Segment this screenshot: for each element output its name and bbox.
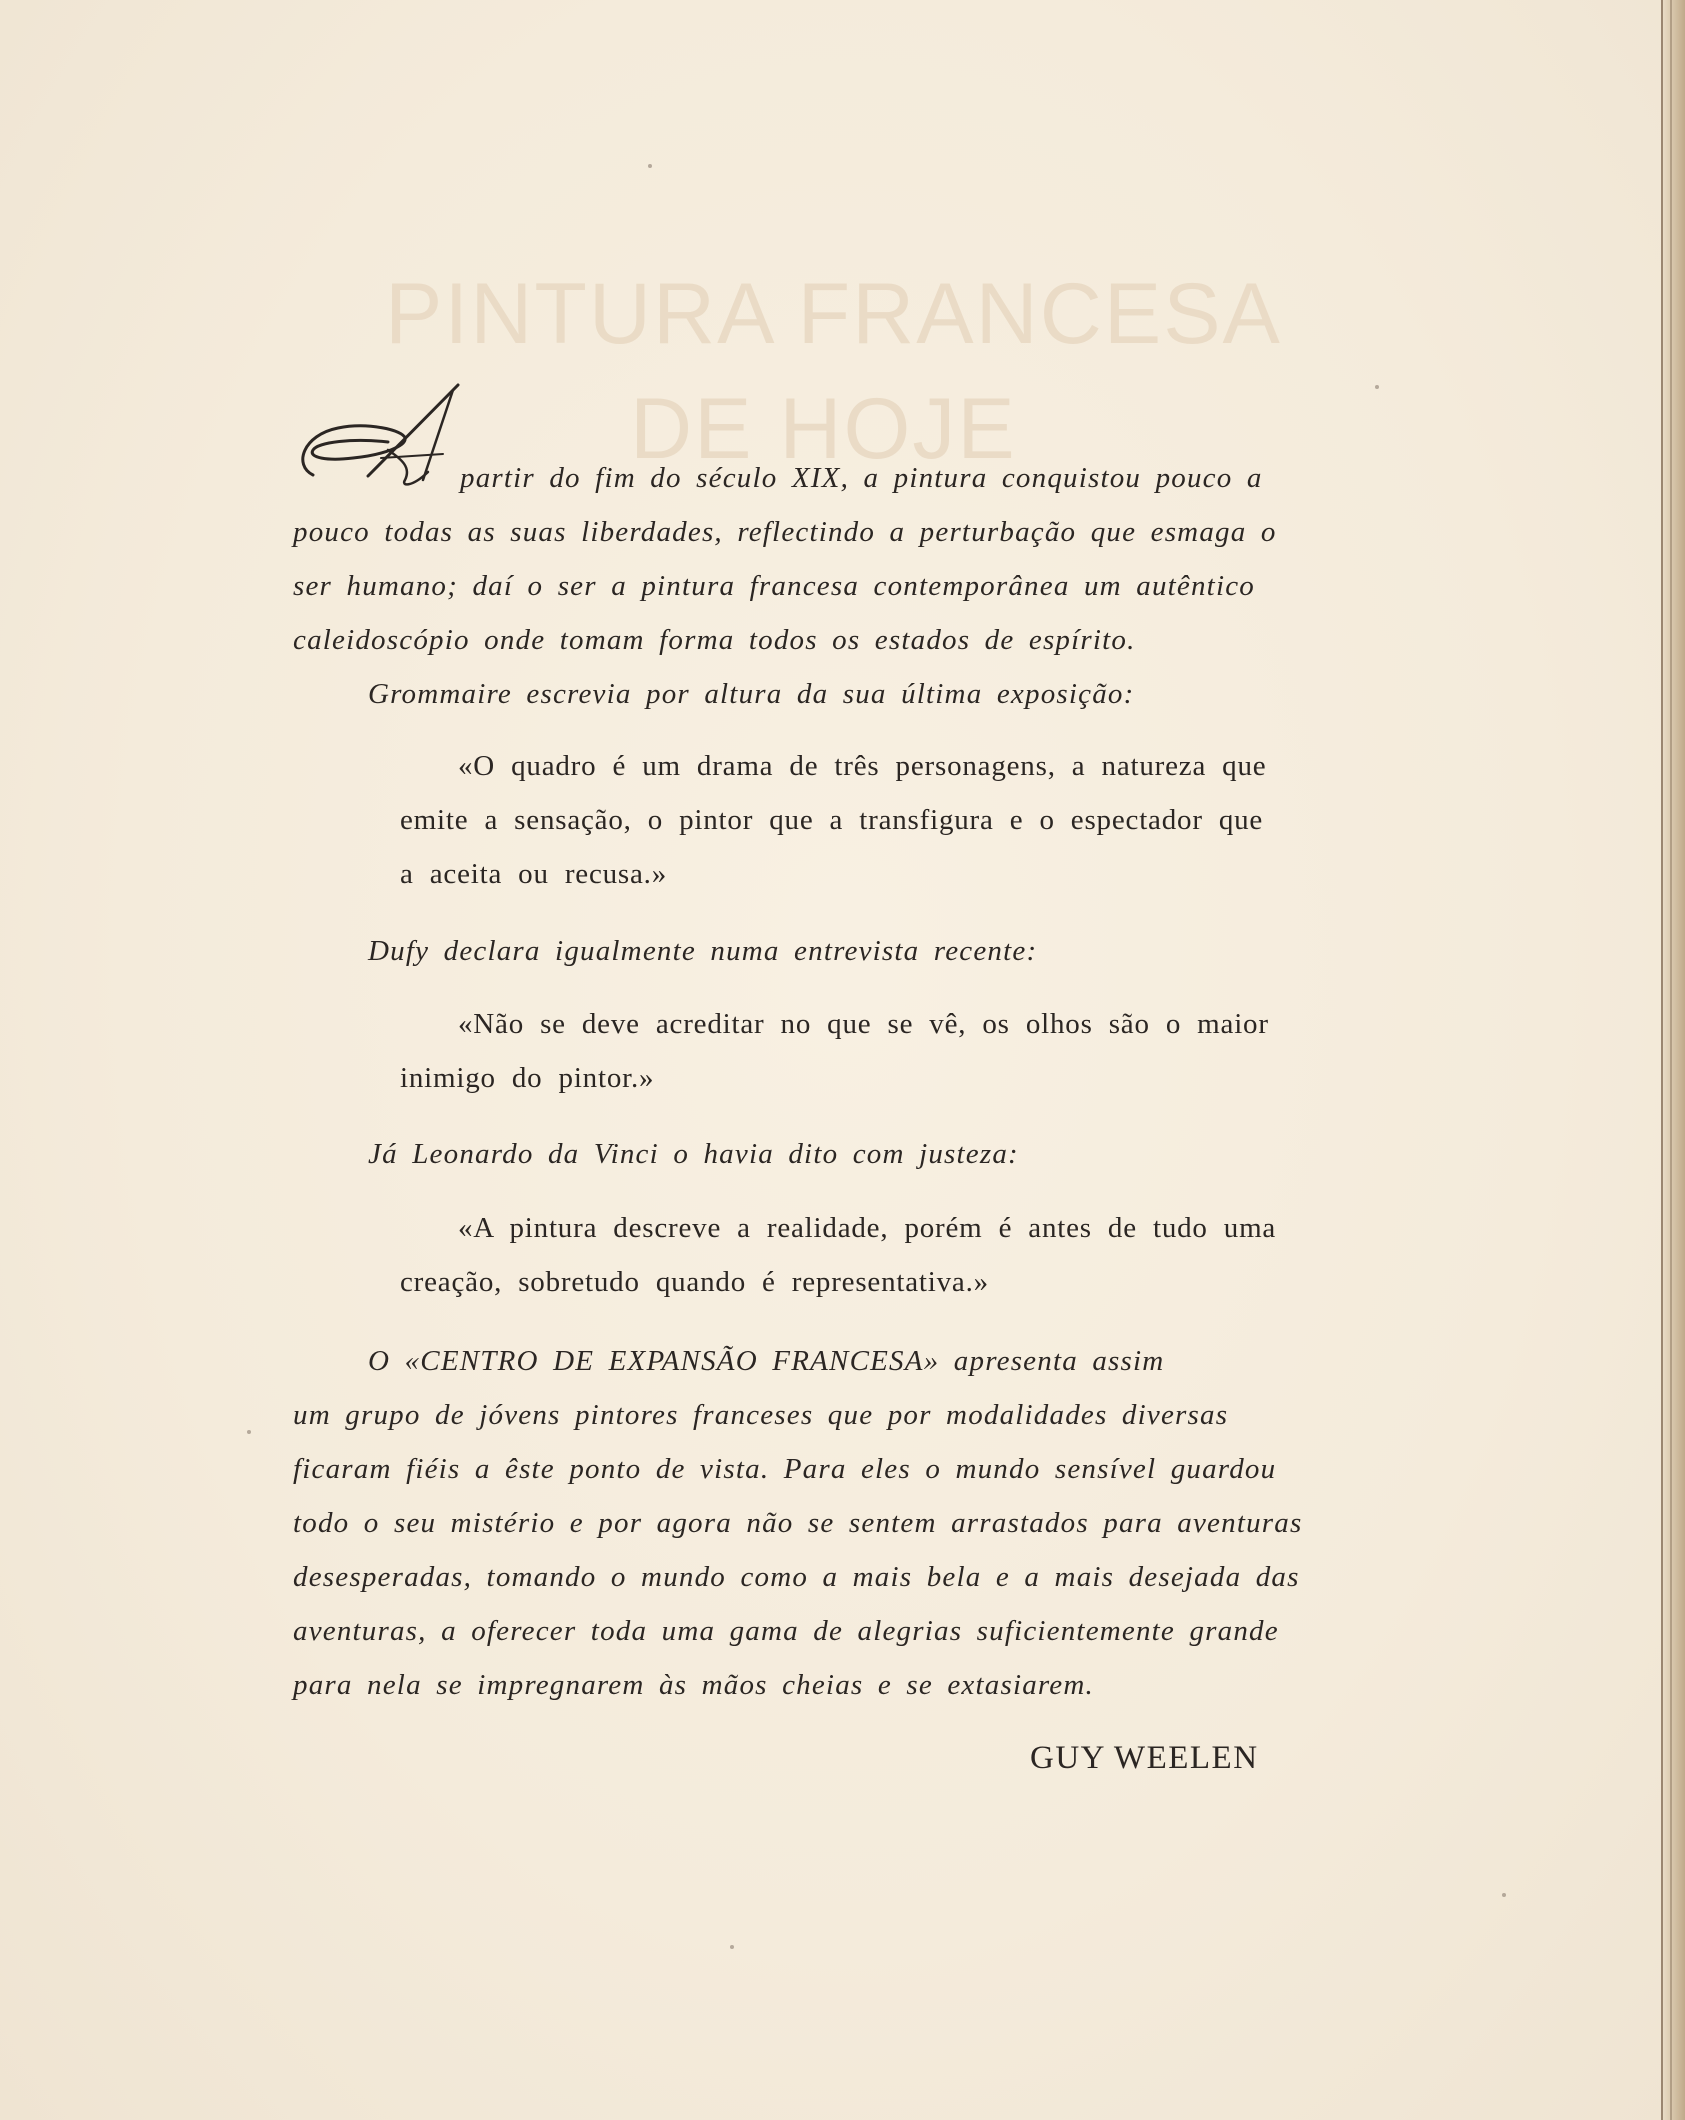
paper-speck [1375, 385, 1379, 389]
closing-line-3: ficaram fiéis a êste ponto de vista. Para eles o mundo sensível guardou [293, 1453, 1277, 1485]
grommaire-lead: Grommaire escrevia por altura da sua última exposição: [368, 678, 1135, 710]
paper-speck [730, 1945, 734, 1949]
grommaire-quote-line-1: «O quadro é um drama de três personagens, a natureza que [458, 750, 1267, 782]
intro-line-2: pouco todas as suas liberdades, reflectindo a perturbação que esmaga o [293, 516, 1277, 548]
closing-line-5: desesperadas, tomando o mundo como a mais bela e a mais desejada das [293, 1561, 1300, 1593]
closing-line-1: O «CENTRO DE EXPANSÃO FRANCESA» apresenta assim [368, 1345, 1165, 1377]
intro-line-4: caleidoscópio onde tomam forma todos os estados de espírito. [293, 624, 1136, 656]
closing-line-2: um grupo de jóvens pintores franceses que por modalidades diversas [293, 1399, 1229, 1431]
leonardo-lead: Já Leonardo da Vinci o havia dito com justeza: [368, 1138, 1019, 1170]
page-binding-edge [1661, 0, 1685, 2120]
dufy-quote-line-1: «Não se deve acreditar no que se vê, os olhos são o maior [458, 1008, 1269, 1040]
show-through-title-line-1: PINTURA FRANCESA [385, 266, 1282, 362]
grommaire-quote-line-2: emite a sensação, o pintor que a transfigura e o espectador que [400, 804, 1264, 836]
intro-line-1: partir do fim do século XIX, a pintura conquistou pouco a [460, 462, 1263, 494]
closing-line-6: aventuras, a oferecer toda uma gama de alegrias suficientemente grande [293, 1615, 1279, 1647]
dufy-lead: Dufy declara igualmente numa entrevista recente: [368, 935, 1038, 967]
closing-line-4: todo o seu mistério e por agora não se sentem arrastados para aventuras [293, 1507, 1303, 1539]
dufy-quote-line-2: inimigo do pintor.» [400, 1062, 655, 1094]
leonardo-quote-line-2: creação, sobretudo quando é representativa.» [400, 1266, 989, 1298]
leonardo-quote-line-1: «A pintura descreve a realidade, porém é antes de tudo uma [458, 1212, 1277, 1244]
grommaire-quote-line-3: a aceita ou recusa.» [400, 858, 668, 890]
paper-speck [1502, 1893, 1506, 1897]
decorative-dropcap-a [293, 380, 463, 510]
paper-speck [247, 1430, 251, 1434]
closing-line-7: para nela se impregnarem às mãos cheias e se extasiarem. [293, 1669, 1094, 1701]
intro-line-3: ser humano; daí o ser a pintura francesa contemporânea um autêntico [293, 570, 1255, 602]
show-through-title-line-2: DE HOJE [630, 381, 1017, 477]
paper-speck [648, 164, 652, 168]
author-signature: GUY WEELEN [1030, 1740, 1259, 1776]
